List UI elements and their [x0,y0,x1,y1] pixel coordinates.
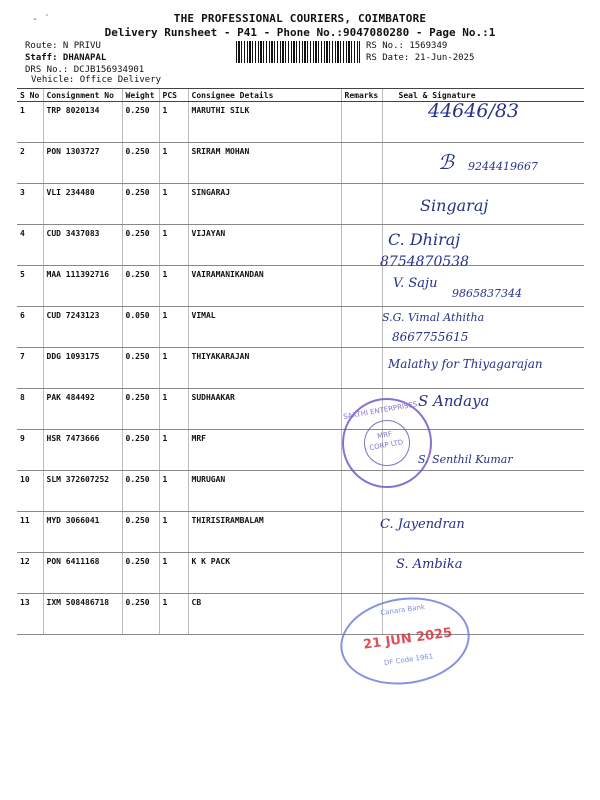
cell-consignee: THIYAKARAJAN [188,348,341,389]
seal-text: SAKTHI ENTERPRISES [342,400,418,422]
cell-sno: 10 [17,471,43,512]
cell-consignment: PON 1303727 [43,143,122,184]
signature-5-phone2: 9865837344 [452,287,522,300]
col-pcs: PCS [159,89,188,102]
cell-pcs: 1 [159,184,188,225]
col-sno: S No [17,89,43,102]
cell-weight: 0.250 [122,512,159,553]
signature-1: 44646/83 [428,100,520,122]
cell-weight: 0.250 [122,430,159,471]
stamp-bank-name: Canara Bank [379,602,426,618]
cell-remarks [341,553,382,594]
cell-weight: 0.050 [122,307,159,348]
cell-weight: 0.250 [122,553,159,594]
cell-pcs: 1 [159,512,188,553]
cell-pcs: 1 [159,266,188,307]
cell-consignee: THIRISIRAMBALAM [188,512,341,553]
rs-date: RS Date: 21-Jun-2025 [366,53,475,63]
seal-center-text: MRF CORP LTD [368,430,404,453]
cell-weight: 0.250 [122,389,159,430]
cell-consignment: DDG 1093175 [43,348,122,389]
col-weight: Weight [122,89,159,102]
stamp-branch: DF Code 1961 [383,652,434,668]
cell-consignee: SRIRAM MOHAN [188,143,341,184]
table-row [17,225,584,266]
cell-sno: 4 [17,225,43,266]
cell-consignment: TRP 8020134 [43,102,122,143]
cell-pcs: 1 [159,143,188,184]
cell-sno: 7 [17,348,43,389]
signature-8: S Andaya [418,392,490,410]
runsheet-subtitle: Delivery Runsheet - P41 - Phone No.:9047080280 - Page No.:1 [104,26,496,39]
col-consignment: Consignment No [43,89,122,102]
cell-pcs: 1 [159,307,188,348]
cell-sno: 11 [17,512,43,553]
route-label: Route: N PRIVU [25,41,101,51]
cell-sno: 13 [17,594,43,635]
company-title: THE PROFESSIONAL COURIERS, COIMBATORE [173,12,427,25]
cell-weight: 0.250 [122,594,159,635]
rs-number: RS No.: 1569349 [366,41,448,51]
cell-weight: 0.250 [122,348,159,389]
signature-5-phone: 8754870538 [380,254,470,270]
signature-5: V. Saju [393,276,438,291]
cell-pcs: 1 [159,430,188,471]
cell-consignment: PON 6411168 [43,553,122,594]
cell-weight: 0.250 [122,184,159,225]
cell-pcs: 1 [159,471,188,512]
cell-consignment: IXM 508486718 [43,594,122,635]
cell-consignee: CB [188,594,341,635]
signature-6: S.G. Vimal Athitha [382,311,485,324]
cell-weight: 0.250 [122,266,159,307]
signature-10: S. Senthil Kumar [418,453,513,466]
table-row [17,512,584,553]
cell-consignee: VIMAL [188,307,341,348]
cell-pcs: 1 [159,348,188,389]
cell-consignee: SINGARAJ [188,184,341,225]
signature-11: C. Jayendran [380,517,465,532]
cell-pcs: 1 [159,102,188,143]
signature-2: 9244419667 [468,160,538,173]
stamp-date: 21 JUN 2025 [362,625,454,653]
table-row [17,307,584,348]
cell-weight: 0.250 [122,471,159,512]
cell-sno: 6 [17,307,43,348]
cell-sno: 12 [17,553,43,594]
table-row [17,471,584,512]
cell-remarks [341,348,382,389]
cell-remarks [341,102,382,143]
cell-pcs: 1 [159,225,188,266]
table-row [17,184,584,225]
signature-6-phone: 8667755615 [392,330,469,344]
cell-consignment: VLI 234480 [43,184,122,225]
cell-consignment: MYD 3066041 [43,512,122,553]
signature-12: S. Ambika [396,557,463,572]
signature-7: Malathy for Thiyagarajan [388,357,543,371]
cell-remarks [341,512,382,553]
cell-consignment: HSR 7473666 [43,430,122,471]
col-remarks: Remarks [341,89,382,102]
cell-consignee: MARUTHI SILK [188,102,341,143]
cell-consignment: CUD 7243123 [43,307,122,348]
table-row [17,594,584,635]
cell-consignee: MURUGAN [188,471,341,512]
vehicle-label: Vehicle: Office Delivery [31,75,162,85]
corner-mark: - ˊ [32,14,51,25]
cell-consignment: SLM 372607252 [43,471,122,512]
cell-remarks [341,143,382,184]
drs-number: DRS No.: DCJB156934901 [25,65,145,75]
signature-2-mark: ℬ [438,150,454,174]
cell-weight: 0.250 [122,102,159,143]
signature-3: Singaraj [420,196,489,215]
cell-sno: 1 [17,102,43,143]
cell-pcs: 1 [159,594,188,635]
cell-consignment: CUD 3437083 [43,225,122,266]
cell-sno: 8 [17,389,43,430]
cell-weight: 0.250 [122,225,159,266]
cell-sno: 3 [17,184,43,225]
cell-consignment: MAA 111392716 [43,266,122,307]
signature-4: C. Dhiraj [388,230,461,249]
cell-remarks [341,266,382,307]
cell-sno: 9 [17,430,43,471]
barcode [236,41,360,63]
table-row [17,553,584,594]
cell-consignee: SUDHAAKAR [188,389,341,430]
col-consignee: Consignee Details [188,89,341,102]
cell-consignment: PAK 484492 [43,389,122,430]
cell-pcs: 1 [159,389,188,430]
cell-pcs: 1 [159,553,188,594]
table-row [17,266,584,307]
cell-remarks [341,225,382,266]
cell-remarks [341,184,382,225]
staff-label: Staff: DHANAPAL [25,53,107,63]
cell-sno: 2 [17,143,43,184]
cell-consignee: VAIRAMANIKANDAN [188,266,341,307]
cell-sno: 5 [17,266,43,307]
cell-remarks [341,307,382,348]
cell-weight: 0.250 [122,143,159,184]
col-signature: Seal & Signature [382,89,584,102]
cell-consignee: MRF [188,430,341,471]
table-row [17,389,584,430]
cell-consignee: K K PACK [188,553,341,594]
cell-consignee: VIJAYAN [188,225,341,266]
